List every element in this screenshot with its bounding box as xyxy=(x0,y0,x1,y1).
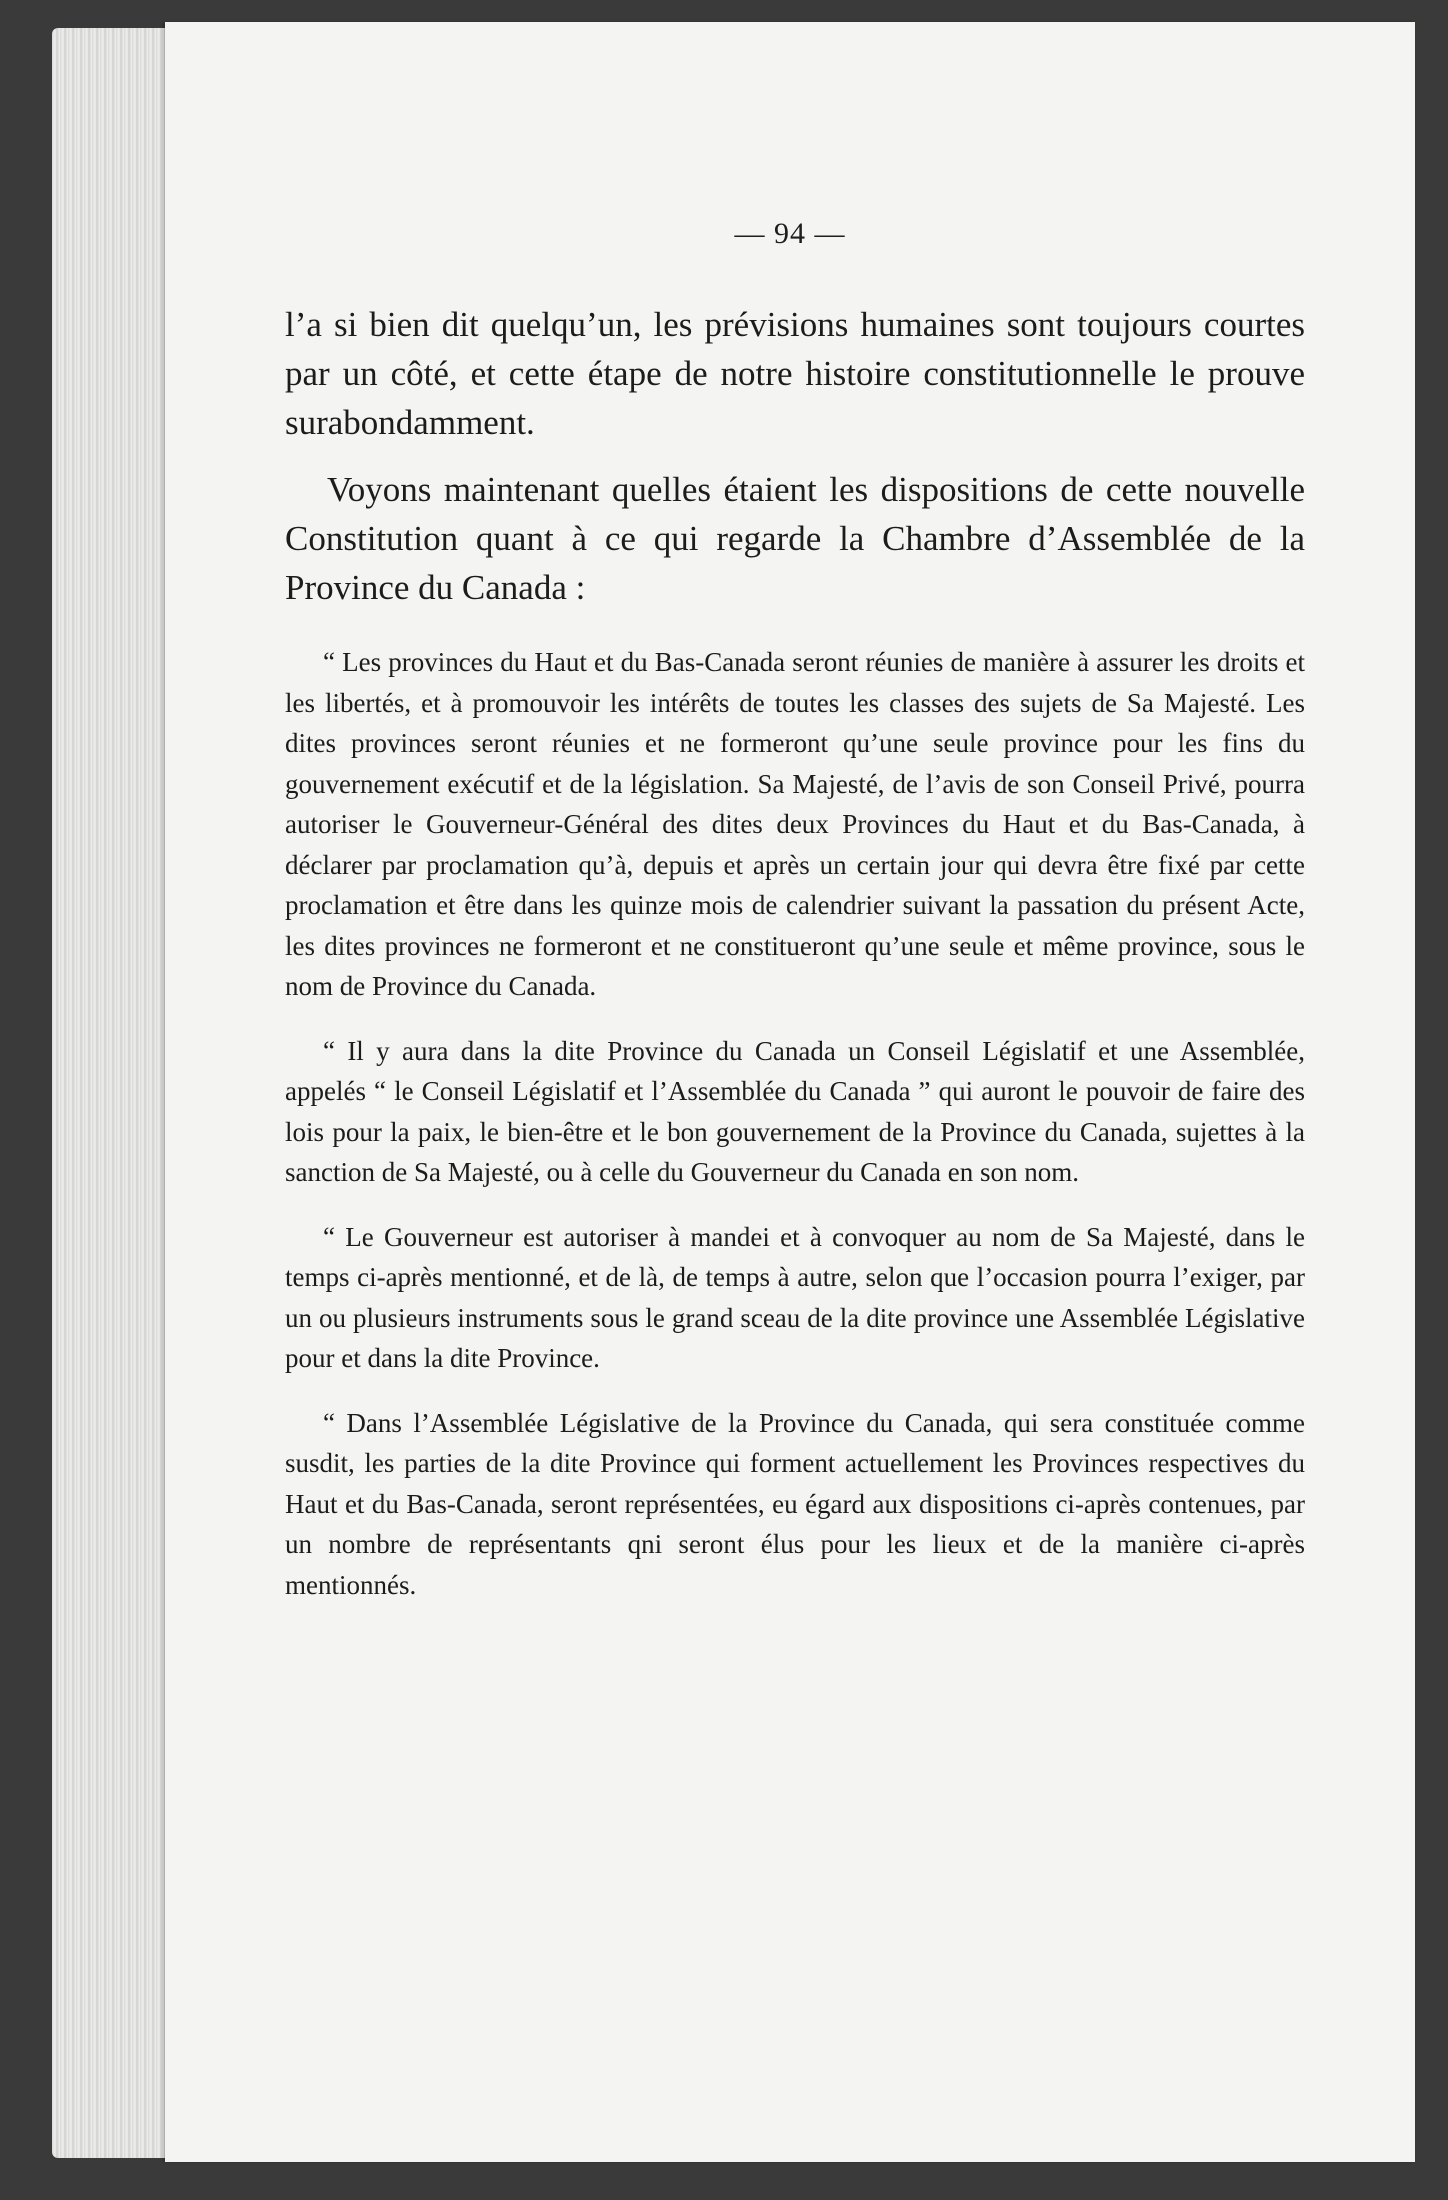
book-page xyxy=(165,22,1415,2162)
quote-paragraph-2: “ Il y aura dans la dite Province du Canada un Conseil Législatif et une Assemblée, appelés “ le Conseil Législatif et l’Assemblée du Canada ” qui auront le pouvoir de faire des lois pour la paix, le bien-être et le bon gouvernement de la Province du Canada, sujettes à la sanction de Sa Majesté, ou à celle du Gouverneur du Canada en son nom. xyxy=(285,1035,1305,1187)
paragraph-intro: Voyons maintenant quelles étaient les dispositions de cette nouvelle Constitution quant à ce qui regarde la Chambre d’Assemblée de la Province du Canada : xyxy=(285,470,1305,607)
quoted-act xyxy=(285,642,1305,1605)
quote-paragraph-1: “ Les provinces du Haut et du Bas-Canada seront réunies de manière à assurer les droits et les libertés, et à promouvoir les intérêts de toutes les classes des sujets de Sa Majesté. Les dites provinces seront réunies et ne formeront qu’une seule province pour les fins du gouvernement exécutif et de la législation. Sa Majesté, de l’avis de son Conseil Privé, pourra autoriser le Gouverneur-Général des dites deux Provinces du Haut et du Bas-Canada, à déclarer par proclamation qu’à, depuis et après un certain jour qui devra être fixé par cette proclamation et être dans les quinze mois de calendrier suivant la passation du présent Acte, les dites provinces ne formeront et ne constitueront qu’une seule et même province, sous le nom de Province du Canada. xyxy=(285,647,1305,1001)
paragraph-continuation: l’a si bien dit quelqu’un, les prévisions humaines sont toujours courtes par un côté, et cette étape de notre histoire constitutionnelle le prouve surabondamment. xyxy=(285,305,1305,442)
quote-paragraph-3: “ Le Gouverneur est autoriser à mandei et à convoquer au nom de Sa Majesté, dans le temps ci-après mentionné, et de là, de temps à autre, selon que l’occasion pourra l’exiger, par un ou plusieurs instruments sous le grand sceau de la dite province une Assemblée Législative pour et dans la dite Province. xyxy=(285,1221,1305,1373)
page-number: — 94 — xyxy=(734,217,846,250)
quote-paragraph-4: “ Dans l’Assemblée Législative de la Province du Canada, qui sera constituée comme susdit, les parties de la dite Province qui forment actuellement les Provinces respectives du Haut et du Bas-Canada, seront représentées, eu égard aux dispositions ci-après contenues, par un nombre de représentants qni seront élus pour les lieux et de la manière ci-après mentionnés. xyxy=(285,1407,1305,1600)
body-text xyxy=(285,300,1305,612)
